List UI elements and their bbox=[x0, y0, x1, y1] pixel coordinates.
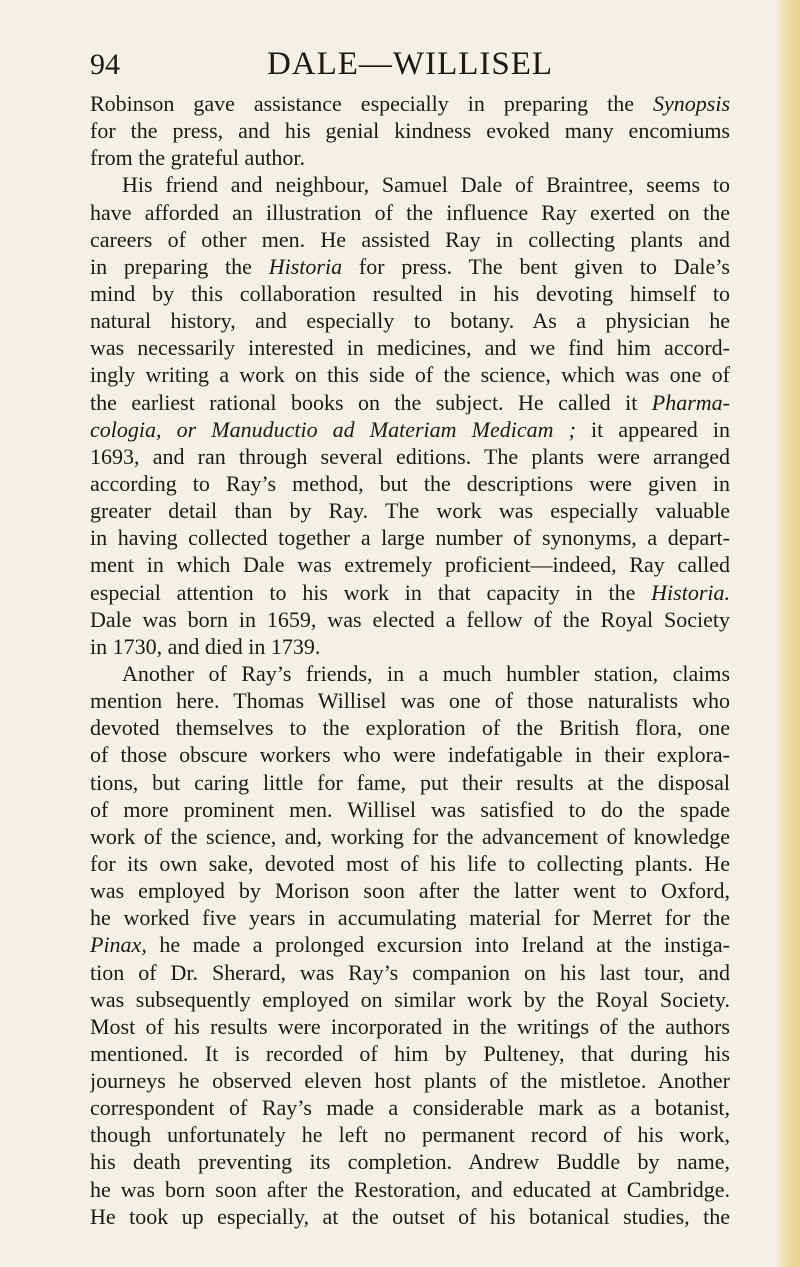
text-line bbox=[90, 226, 730, 253]
text-run: though unfortunately he left no permanent record of his work, bbox=[90, 1122, 730, 1148]
page-number: 94 bbox=[90, 48, 120, 81]
text-run: have afforded an illustration of the influence Ray exerted on the bbox=[90, 199, 730, 225]
text-line bbox=[90, 90, 730, 117]
page-edge-shadow bbox=[774, 0, 800, 1267]
text-run: in preparing the bbox=[90, 253, 269, 279]
text-line bbox=[90, 497, 730, 524]
text-run: mention here. Thomas Willisel was one of those naturalists who bbox=[90, 688, 730, 714]
text-line bbox=[90, 416, 730, 443]
text-run: in having collected together a large number of synonyms, a depart- bbox=[90, 525, 730, 551]
text-line bbox=[90, 144, 730, 171]
text-line bbox=[90, 687, 730, 714]
text-run: tions, but caring little for fame, put their results at the disposal bbox=[90, 769, 730, 795]
running-head bbox=[90, 46, 730, 86]
text-line bbox=[90, 307, 730, 334]
body-text bbox=[90, 90, 730, 1230]
text-line bbox=[90, 660, 730, 687]
text-line bbox=[90, 117, 730, 144]
text-run: devoted themselves to the exploration of the British flora, one bbox=[90, 715, 730, 741]
text-line bbox=[90, 1148, 730, 1175]
italic-text: Historia. bbox=[651, 579, 730, 605]
text-line bbox=[90, 1013, 730, 1040]
running-title: DALE—WILLISEL bbox=[266, 46, 554, 82]
text-run: ingly writing a work on this side of the science, which was one of bbox=[90, 362, 730, 388]
text-run: correspondent of Ray’s made a considerable mark as a botanist, bbox=[90, 1095, 730, 1121]
text-run: from the grateful author. bbox=[90, 145, 306, 171]
text-run: greater detail than by Ray. The work was especially valuable bbox=[90, 498, 730, 524]
text-run: he was born soon after the Restoration, and educated at Cambridge. bbox=[90, 1176, 730, 1202]
text-line bbox=[90, 769, 730, 796]
text-line bbox=[90, 1094, 730, 1121]
italic-text: Pharma- bbox=[651, 389, 730, 415]
text-run: for its own sake, devoted most of his life to collecting plants. He bbox=[90, 850, 730, 876]
text-line bbox=[90, 579, 730, 606]
text-run: work of the science, and, working for the advancement of knowledge bbox=[90, 823, 730, 849]
text-line bbox=[90, 361, 730, 388]
text-run: of those obscure workers who were indefatigable in their explora- bbox=[90, 742, 730, 768]
text-line bbox=[90, 714, 730, 741]
italic-text: Pinax, bbox=[90, 932, 147, 958]
text-line bbox=[90, 877, 730, 904]
text-line bbox=[90, 1040, 730, 1067]
text-run: for press. The bent given to Dale’s bbox=[342, 253, 730, 279]
text-run: Dale was born in 1659, was elected a fellow of the Royal Society bbox=[90, 606, 730, 632]
text-line bbox=[90, 470, 730, 497]
text-run: he worked five years in accumulating material for Merret for the bbox=[90, 905, 730, 931]
text-run: of more prominent men. Willisel was satisfied to do the spade bbox=[90, 796, 730, 822]
text-line bbox=[90, 606, 730, 633]
text-run: according to Ray’s method, but the descriptions were given in bbox=[90, 470, 730, 496]
text-line bbox=[90, 524, 730, 551]
text-run: was subsequently employed on similar work by the Royal Society. bbox=[90, 986, 730, 1012]
text-line bbox=[90, 199, 730, 226]
text-run: was employed by Morison soon after the latter went to Oxford, bbox=[90, 878, 730, 904]
text-run: for the press, and his genial kindness evoked many encomiums bbox=[90, 118, 730, 144]
text-run: Most of his results were incorporated in the writings of the authors bbox=[90, 1013, 730, 1039]
text-run: his death preventing its completion. Andrew Buddle by name, bbox=[90, 1149, 730, 1175]
text-line bbox=[90, 253, 730, 280]
text-run: natural history, and especially to botany. As a physician he bbox=[90, 308, 730, 334]
text-run: tion of Dr. Sherard, was Ray’s companion on his last tour, and bbox=[90, 959, 730, 985]
text-line bbox=[90, 443, 730, 470]
text-line bbox=[90, 1203, 730, 1230]
text-line bbox=[90, 904, 730, 931]
text-line bbox=[90, 959, 730, 986]
text-line bbox=[90, 1176, 730, 1203]
text-run: especial attention to his work in that capacity in the bbox=[90, 579, 652, 605]
text-line bbox=[90, 171, 730, 198]
text-run: ment in which Dale was extremely proficient—indeed, Ray called bbox=[90, 552, 730, 578]
text-line bbox=[90, 741, 730, 768]
text-line bbox=[90, 850, 730, 877]
text-run: the earliest rational books on the subject. He called it bbox=[90, 389, 652, 415]
text-run: Another of Ray’s friends, in a much humbler station, claims bbox=[122, 660, 730, 686]
text-line bbox=[90, 1067, 730, 1094]
text-run: careers of other men. He assisted Ray in collecting plants and bbox=[90, 226, 730, 252]
text-run: he made a prolonged excursion into Ireland at the instiga- bbox=[146, 932, 730, 958]
text-run: 1693, and ran through several editions. The plants were arranged bbox=[90, 443, 730, 469]
text-run: His friend and neighbour, Samuel Dale of Braintree, seems to bbox=[122, 172, 730, 198]
text-line bbox=[90, 280, 730, 307]
text-run: it appeared in bbox=[575, 416, 730, 442]
text-line bbox=[90, 633, 730, 660]
text-line bbox=[90, 796, 730, 823]
italic-text: Historia bbox=[268, 253, 343, 279]
text-run: mind by this collaboration resulted in his devoting himself to bbox=[90, 280, 730, 306]
text-line bbox=[90, 334, 730, 361]
text-run: was necessarily interested in medicines, and we find him accord- bbox=[90, 335, 730, 361]
text-run: He took up especially, at the outset of his botanical studies, the bbox=[90, 1203, 730, 1229]
text-run: Robinson gave assistance especially in preparing the bbox=[90, 91, 653, 116]
text-line bbox=[90, 931, 730, 958]
italic-text: cologia, or Manuductio ad Materiam Medicam ; bbox=[90, 416, 576, 442]
text-line bbox=[90, 1121, 730, 1148]
text-line bbox=[90, 551, 730, 578]
text-line bbox=[90, 823, 730, 850]
italic-text: Synopsis bbox=[653, 91, 730, 116]
text-line bbox=[90, 389, 730, 416]
text-run: mentioned. It is recorded of him by Pulteney, that during his bbox=[90, 1040, 730, 1066]
text-line bbox=[90, 986, 730, 1013]
text-run: in 1730, and died in 1739. bbox=[90, 633, 321, 659]
text-run: journeys he observed eleven host plants of the mistletoe. Another bbox=[90, 1068, 730, 1094]
